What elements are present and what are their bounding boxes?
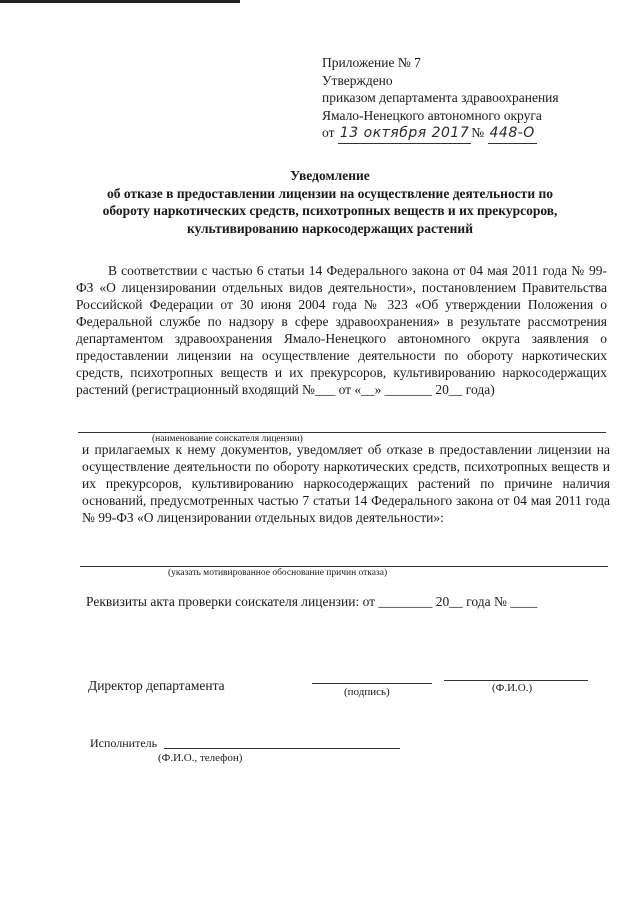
handwritten-date: 13 октября 2017	[338, 125, 471, 144]
applicant-caption: (наименование соискателя лицензии)	[152, 434, 303, 444]
top-edge-line	[0, 0, 240, 3]
order-line: приказом департамента здравоохранения	[322, 90, 559, 105]
main-paragraph: В соответствии с частью 6 статьи 14 Федерального закона от 04 мая 2011 года № 99-ФЗ «О лицензировании отдельных видов деятельности», постановлением Правительства Российской Федерации от 30 июня 2004 года № 323 «Об утверждении Положения о Федеральной службе по надзору в сфере здравоохранения» в результате рассмотрения департаментом здравоохранения Ямало-Ненецкого автономного округа заявления о предоставлении лицензии на осуществление деятельности по обороту наркотических средств, психотропных веществ и их прекурсоров, культивированию наркосодержащих растений (регистрационный входящий №___ от «__» _______ 20__ года)	[76, 263, 607, 397]
executor-label: Исполнитель	[90, 736, 158, 750]
executor-line[interactable]	[164, 748, 400, 749]
director-name-line[interactable]	[444, 680, 588, 681]
document-title	[60, 167, 600, 237]
director-label: Директор департамента	[88, 678, 225, 693]
signature-line[interactable]	[312, 683, 432, 684]
reason-line[interactable]	[80, 566, 608, 567]
appendix-number: Приложение № 7	[322, 55, 421, 70]
approved-label: Утверждено	[322, 72, 393, 88]
reason-caption: (указать мотивированное обоснование причин отказа)	[168, 568, 388, 578]
title-line-3: обороту наркотических средств, психотропных веществ и их прекурсоров,	[102, 203, 558, 218]
title-heading: Уведомление	[290, 168, 370, 183]
signature-caption: (подпись)	[344, 686, 390, 698]
title-line-4: культивированию наркосодержащих растений	[186, 220, 473, 236]
region-line: Ямало-Ненецкого автономного округа	[322, 107, 542, 123]
second-paragraph: и прилагаемых к нему документов, уведомляет об отказе в предоставлении лицензии на осуществление деятельности по обороту наркотических средств, психотропных веществ и их прекурсоров, культивированию наркосодержащих растений по причине наличия оснований, предусмотренных частью 7 статьи 14 Федерального закона от 04 мая 2011 года № 99-ФЗ «О лицензировании отдельных видов деятельности»:	[82, 442, 610, 525]
inspection-requisites: Реквизиты акта проверки соискателя лицензии: от ________ 20__ года № ____	[86, 594, 538, 609]
order-date-line	[322, 124, 559, 144]
number-sign: №	[471, 125, 485, 140]
director-name-caption: (Ф.И.О.)	[492, 682, 533, 694]
executor-caption: (Ф.И.О., телефон)	[158, 752, 243, 764]
handwritten-number: 448-О	[488, 125, 537, 144]
applicant-name-line[interactable]	[78, 432, 606, 433]
date-prefix: от	[322, 125, 335, 140]
approval-block	[322, 54, 559, 144]
title-line-2: об отказе в предоставлении лицензии на осуществление деятельности по	[106, 185, 553, 201]
